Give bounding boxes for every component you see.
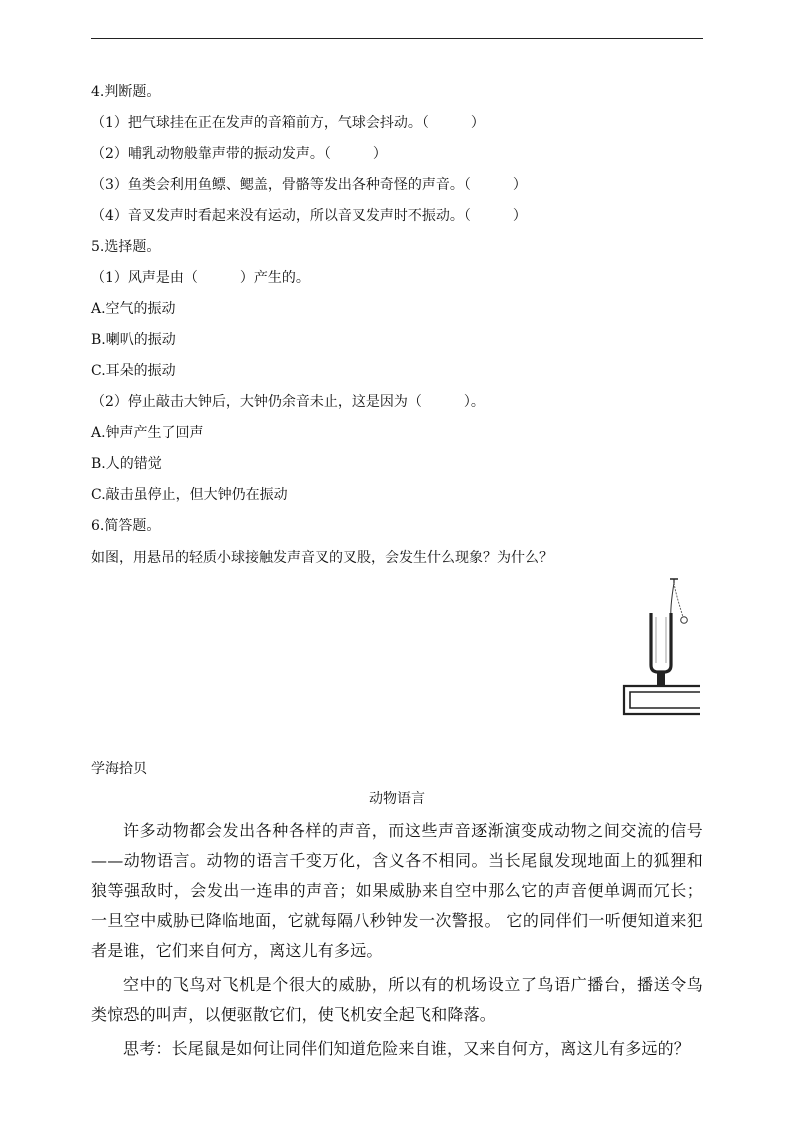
q5-sub1-option-b: B.喇叭的振动 (91, 332, 176, 348)
article-paragraph-1: 许多动物都会发出各种各样的声音，而这些声音逐渐演变成动物之间交流的信号——动物语言。动物的语言千变万化，含义各不相同。当长尾鼠发现地面上的狐狸和狼等强敌时，会发出一连串的声音；如果威胁来自空中那么它的声音便单调而冗长；一旦空中威胁已降临地面，它就每隔八秒钟发一次警报。 它的同伴们一听便知道来犯者是谁，它们来自何方，离这儿有多远。 (91, 821, 703, 960)
q6-heading: 6.简答题。 (91, 518, 161, 534)
q5-sub1-option-c: C.耳朵的振动 (91, 363, 176, 379)
q4-item-3: （3）鱼类会利用鱼鳔、鳃盖，骨骼等发出各种奇怪的声音。（ ） (91, 177, 527, 193)
q5-sub2-option-b: B.人的错觉 (91, 456, 162, 472)
q5-sub1-option-a: A.空气的振动 (91, 301, 176, 317)
resonance-box (624, 686, 700, 714)
header-rule (91, 38, 703, 39)
pendulum-support (670, 579, 678, 583)
q5-heading: 5.选择题。 (91, 239, 161, 255)
q5-sub2-option-a: A.钟声产生了回声 (91, 425, 204, 441)
q5-sub2-option-c: C.敲击虽停止，但大钟仍在振动 (91, 487, 288, 503)
tuning-fork-figure (618, 573, 704, 719)
tuning-fork-icon (651, 613, 671, 686)
q5-sub1-stem: （1）风声是由（ ）产生的。 (91, 270, 310, 286)
section-label: 学海拾贝 (91, 761, 147, 777)
article-question: 思考：长尾鼠是如何让同伴们知道危险来自谁，又来自何方，离这儿有多远的？ (123, 1039, 691, 1058)
suspended-ball (671, 583, 688, 623)
article-title: 动物语言 (369, 791, 425, 807)
q4-item-1: （1）把气球挂在正在发声的音箱前方，气球会抖动。（ ） (91, 115, 485, 131)
q5-sub2-stem: （2）停止敲击大钟后，大钟仍余音未止，这是因为（ ）。 (91, 394, 485, 410)
article-paragraph-2: 空中的飞鸟对飞机是个很大的威胁，所以有的机场设立了鸟语广播台，播送令鸟类惊恐的叫声，以便驱散它们，使飞机安全起飞和降落。 (91, 975, 703, 1024)
q4-item-4: （4）音叉发声时看起来没有运动，所以音叉发声时不振动。（ ） (91, 208, 527, 224)
q4-item-2: （2）哺乳动物般靠声带的振动发声。（ ） (91, 146, 387, 162)
q4-heading: 4.判断题。 (91, 84, 161, 100)
q6-text: 如图，用悬吊的轻质小球接触发声音叉的叉股，会发生什么现象？为什么？ (91, 550, 553, 566)
